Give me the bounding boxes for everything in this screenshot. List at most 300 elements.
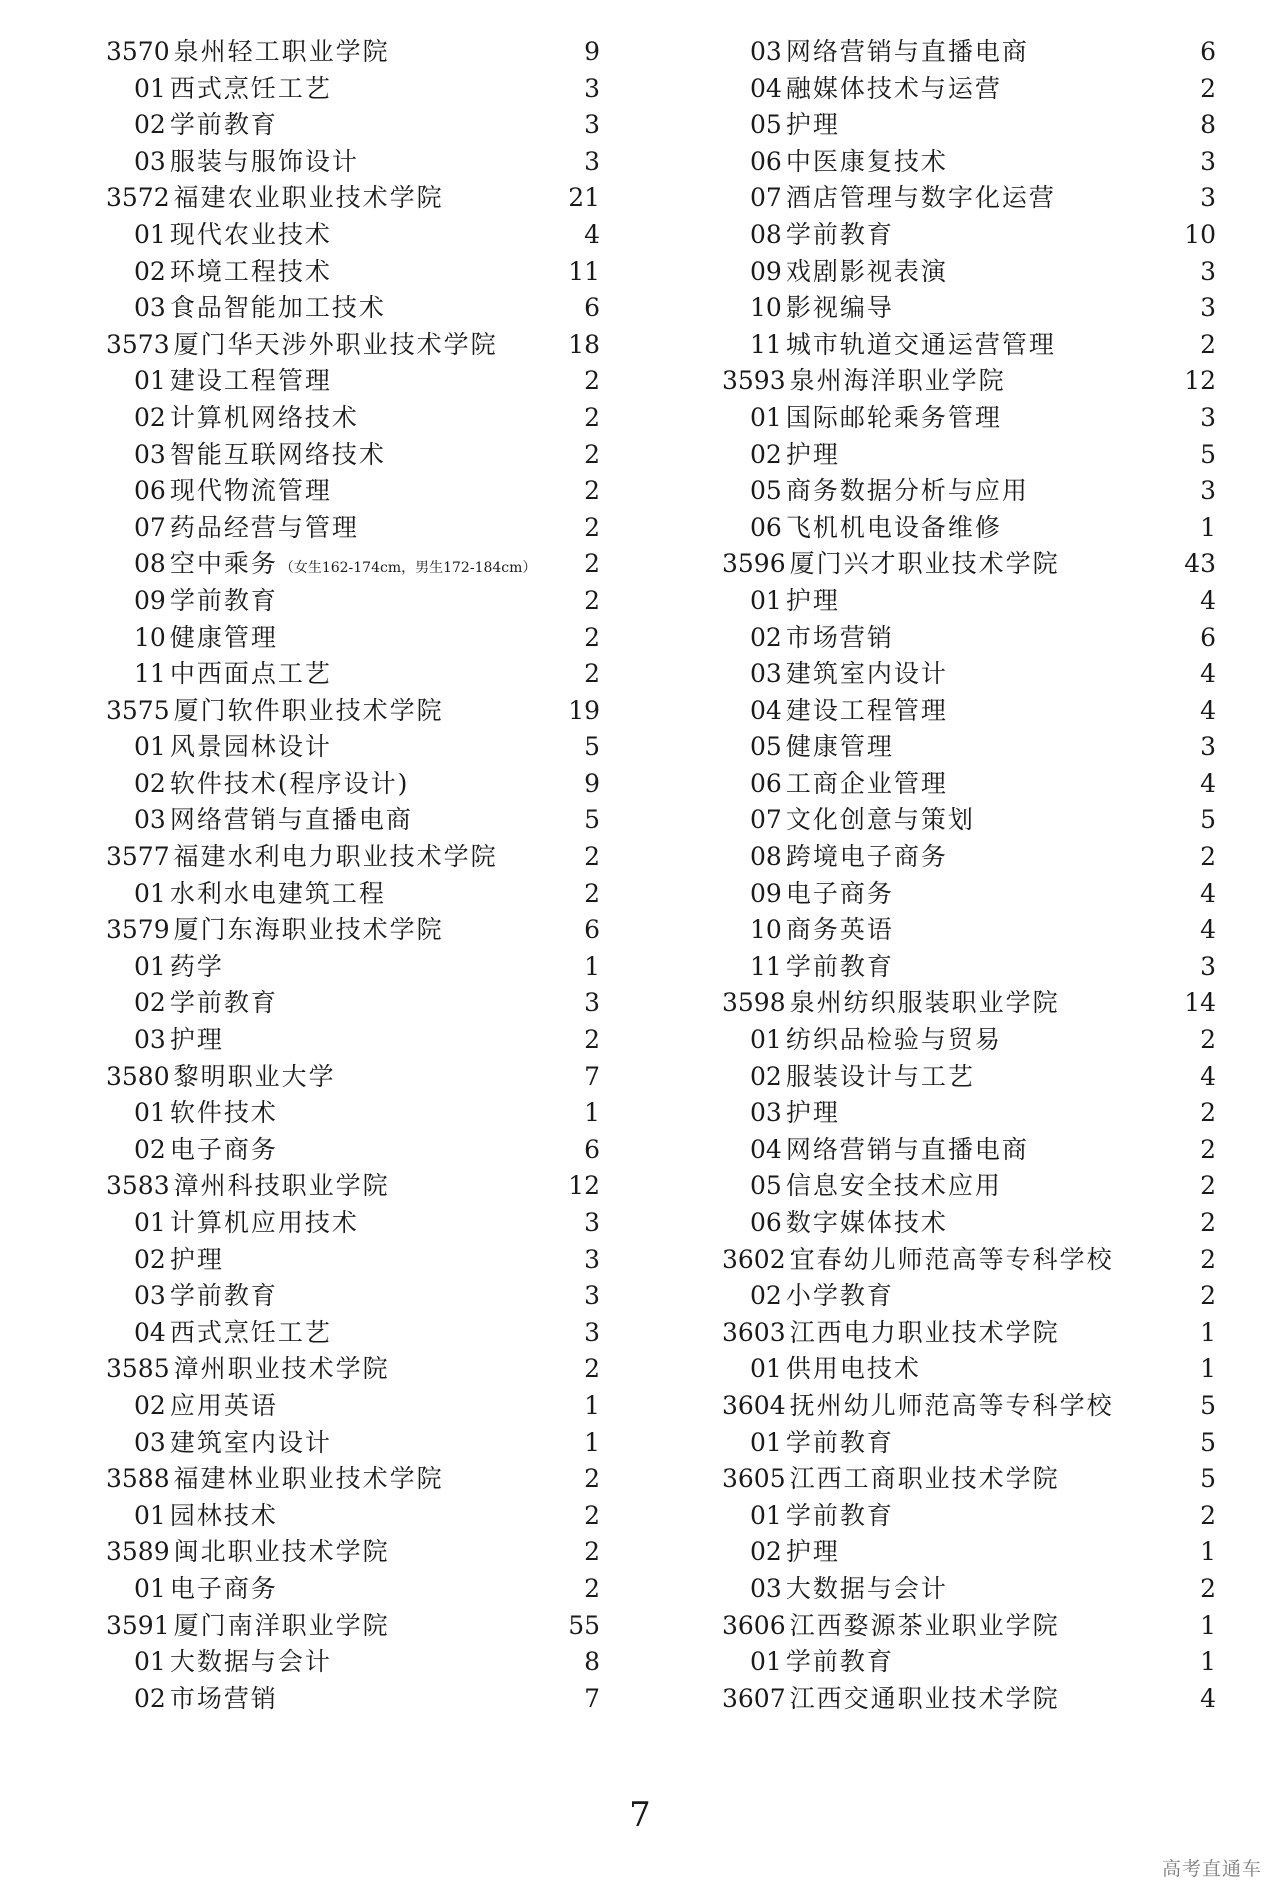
major-name: 现代物流管理: [169, 476, 332, 506]
major-row: [106, 290, 600, 327]
enrollment-count: 1: [1200, 1537, 1216, 1567]
enrollment-count: 6: [584, 915, 600, 945]
enrollment-count: 1: [584, 1098, 600, 1128]
enrollment-count: 12: [568, 1171, 600, 1201]
major-code: 05: [750, 1171, 782, 1201]
major-name: 小学教育: [785, 1281, 894, 1311]
school-name: 厦门软件职业技术学院: [173, 695, 444, 725]
major-row: [722, 766, 1216, 803]
major-name: 中医康复技术: [785, 146, 948, 176]
school-row: [106, 180, 600, 217]
major-name: 融媒体技术与运营: [785, 73, 1002, 103]
major-row: [106, 949, 600, 986]
major-code: 01: [134, 1647, 166, 1677]
major-row: [106, 802, 600, 839]
school-row: [106, 1461, 600, 1498]
major-row: [106, 363, 600, 400]
enrollment-count: 7: [584, 1061, 600, 1091]
school-code: 3602: [722, 1244, 786, 1274]
enrollment-count: 3: [1200, 183, 1216, 213]
major-code: 01: [134, 878, 166, 908]
major-row: [722, 729, 1216, 766]
enrollment-count: 3: [1200, 476, 1216, 506]
major-code: 03: [134, 439, 166, 469]
enrollment-count: 1: [584, 951, 600, 981]
major-name: 健康管理: [169, 622, 278, 652]
major-name: 商务数据分析与应用: [785, 476, 1029, 506]
enrollment-count: 1: [1200, 1317, 1216, 1347]
enrollment-count: 3: [584, 146, 600, 176]
major-name: 计算机网络技术: [169, 402, 359, 432]
major-row: [106, 473, 600, 510]
enrollment-count: 2: [584, 659, 600, 689]
major-name: 护理: [169, 1244, 224, 1274]
major-code: 02: [134, 1390, 166, 1420]
major-code: 06: [750, 512, 782, 542]
major-code: 03: [134, 293, 166, 323]
major-code: 01: [750, 1025, 782, 1055]
enrollment-count: 2: [1200, 1208, 1216, 1237]
major-row: [722, 1278, 1216, 1315]
major-row: [722, 949, 1216, 986]
enrollment-count: 1: [1200, 1610, 1216, 1640]
enrollment-count: 3: [1200, 256, 1216, 286]
major-row: [106, 71, 600, 108]
enrollment-count: 18: [568, 329, 600, 359]
major-row: [106, 1315, 600, 1352]
major-row: [722, 912, 1216, 949]
right-column: [722, 34, 1216, 1717]
major-row: [722, 1498, 1216, 1535]
school-name: 福建农业职业技术学院: [173, 183, 444, 213]
major-row: [106, 254, 600, 291]
major-name: 护理: [785, 585, 840, 615]
major-name: 电子商务: [785, 878, 894, 908]
enrollment-count: 2: [584, 549, 600, 579]
school-code: 3607: [722, 1683, 786, 1713]
major-row: [722, 1644, 1216, 1681]
school-name: 福建林业职业技术学院: [173, 1464, 444, 1494]
major-name: 建设工程管理: [785, 695, 948, 725]
school-code: 3570: [106, 37, 170, 66]
major-row: [106, 1022, 600, 1059]
school-name: 抚州幼儿师范高等专科学校: [789, 1390, 1114, 1420]
enrollment-count: 8: [1200, 110, 1216, 140]
major-code: 04: [750, 1134, 782, 1164]
major-code: 01: [750, 585, 782, 615]
enrollment-count: 3: [1200, 951, 1216, 981]
enrollment-count: 14: [1184, 988, 1216, 1018]
enrollment-count: 1: [584, 1390, 600, 1420]
major-name: 飞机机电设备维修: [785, 512, 1002, 542]
major-code: 02: [134, 1244, 166, 1274]
school-name: 江西婺源茶业职业学院: [789, 1610, 1060, 1640]
major-row: [722, 217, 1216, 254]
major-code: 08: [750, 219, 782, 249]
major-row: [722, 1571, 1216, 1608]
major-row: [722, 1022, 1216, 1059]
major-code: 03: [134, 1025, 166, 1055]
enrollment-count: 2: [1200, 1281, 1216, 1311]
enrollment-count: 2: [584, 476, 600, 506]
school-name: 厦门兴才职业技术学院: [789, 549, 1060, 579]
major-code: 03: [134, 146, 166, 176]
major-name: 软件技术(程序设计): [169, 768, 410, 798]
major-name: 纺织品检验与贸易: [785, 1025, 1002, 1055]
major-name: 城市轨道交通运营管理: [785, 329, 1056, 359]
school-row: [106, 1351, 600, 1388]
major-code: 03: [134, 1281, 166, 1311]
school-code: 3585: [106, 1354, 170, 1384]
major-code: 01: [134, 732, 166, 762]
enrollment-count: 4: [584, 219, 600, 249]
school-code: 3598: [722, 988, 786, 1018]
major-code: 08: [134, 549, 166, 579]
enrollment-count: 2: [1200, 1244, 1216, 1274]
enrollment-count: 1: [1200, 1354, 1216, 1384]
enrollment-count: 5: [1200, 1464, 1216, 1494]
major-row: [106, 985, 600, 1022]
major-name: 健康管理: [785, 732, 894, 762]
enrollment-count: 4: [1200, 659, 1216, 689]
major-code: 02: [134, 768, 166, 798]
major-name: 网络营销与直播电商: [169, 805, 413, 835]
major-row: [722, 400, 1216, 437]
major-code: 01: [134, 1500, 166, 1530]
enrollment-count: 4: [1200, 585, 1216, 615]
enrollment-count: 8: [584, 1647, 600, 1677]
enrollment-count: 2: [1200, 1134, 1216, 1164]
major-code: 05: [750, 110, 782, 140]
major-name: 建筑室内设计: [169, 1427, 332, 1457]
enrollment-count: 4: [1200, 695, 1216, 725]
major-row: [106, 217, 600, 254]
major-name: 国际邮轮乘务管理: [785, 402, 1002, 432]
enrollment-count: 5: [1200, 1390, 1216, 1420]
major-row: [106, 729, 600, 766]
school-name: 漳州职业技术学院: [173, 1354, 390, 1384]
major-name: 网络营销与直播电商: [785, 37, 1029, 66]
major-row: [106, 583, 600, 620]
enrollment-count: 2: [584, 1464, 600, 1494]
major-name: 护理: [785, 439, 840, 469]
school-row: [722, 1388, 1216, 1425]
school-row: [106, 1608, 600, 1645]
major-row: [722, 327, 1216, 364]
school-name: 江西工商职业技术学院: [789, 1464, 1060, 1494]
enrollment-count: 3: [1200, 146, 1216, 176]
major-name: 食品智能加工技术: [169, 293, 386, 323]
enrollment-count: 3: [1200, 293, 1216, 323]
enrollment-count: 2: [1200, 73, 1216, 103]
school-row: [722, 1315, 1216, 1352]
major-code: 01: [750, 1427, 782, 1457]
enrollment-count: 3: [584, 110, 600, 140]
major-name: 市场营销: [785, 622, 894, 652]
enrollment-count: 2: [584, 585, 600, 615]
major-code: 02: [750, 1061, 782, 1091]
major-row: [106, 1205, 600, 1242]
major-row: [106, 546, 600, 583]
enrollment-count: 2: [1200, 1025, 1216, 1055]
major-row: [722, 1425, 1216, 1462]
major-row: [106, 1498, 600, 1535]
major-name: 应用英语: [169, 1390, 278, 1420]
school-code: 3605: [722, 1464, 786, 1494]
school-code: 3604: [722, 1390, 786, 1420]
major-row: [106, 144, 600, 181]
major-code: 06: [750, 146, 782, 176]
enrollment-count: 1: [1200, 512, 1216, 542]
major-code: 04: [750, 73, 782, 103]
enrollment-count: 2: [1200, 1098, 1216, 1128]
enrollment-count: 2: [584, 1354, 600, 1384]
major-row: [722, 1205, 1216, 1242]
school-name: 黎明职业大学: [173, 1061, 336, 1091]
major-code: 01: [750, 1500, 782, 1530]
major-row: [722, 656, 1216, 693]
major-name: 网络营销与直播电商: [785, 1134, 1029, 1164]
school-row: [722, 1461, 1216, 1498]
school-code: 3583: [106, 1171, 170, 1201]
major-row: [106, 1425, 600, 1462]
enrollment-count: 3: [584, 73, 600, 103]
school-name: 福建水利电力职业技术学院: [173, 842, 498, 872]
enrollment-count: 2: [584, 439, 600, 469]
major-code: 03: [750, 37, 782, 66]
major-code: 07: [750, 183, 782, 213]
school-row: [722, 363, 1216, 400]
school-code: 3596: [722, 549, 786, 579]
enrollment-count: 2: [584, 1573, 600, 1603]
major-name: 影视编导: [785, 293, 894, 323]
major-name: 服装设计与工艺: [785, 1061, 975, 1091]
major-name: 学前教育: [785, 1647, 894, 1677]
major-row: [722, 437, 1216, 474]
major-row: [722, 144, 1216, 181]
enrollment-count: 5: [1200, 439, 1216, 469]
enrollment-count: 55: [568, 1610, 600, 1640]
school-code: 3591: [106, 1610, 170, 1640]
major-row: [722, 583, 1216, 620]
major-name: 空中乘务: [169, 549, 278, 579]
school-row: [106, 1168, 600, 1205]
school-name: 泉州纺织服装职业学院: [789, 988, 1060, 1018]
major-code: 06: [134, 476, 166, 506]
major-name: 园林技术: [169, 1500, 278, 1530]
enrollment-count: 6: [584, 1134, 600, 1164]
major-name: 工商企业管理: [785, 768, 948, 798]
enrollment-count: 3: [584, 988, 600, 1018]
school-code: 3606: [722, 1610, 786, 1640]
enrollment-count: 1: [1200, 1647, 1216, 1677]
major-row: [106, 876, 600, 913]
major-code: 02: [134, 110, 166, 140]
major-name: 护理: [169, 1025, 224, 1055]
major-name: 药品经营与管理: [169, 512, 359, 542]
major-row: [722, 1351, 1216, 1388]
major-row: [722, 180, 1216, 217]
major-name: 环境工程技术: [169, 256, 332, 286]
major-row: [106, 766, 600, 803]
school-name: 江西电力职业技术学院: [789, 1317, 1060, 1347]
school-row: [722, 985, 1216, 1022]
major-row: [722, 1534, 1216, 1571]
school-code: 3603: [722, 1317, 786, 1347]
major-name: 市场营销: [169, 1683, 278, 1713]
enrollment-count: 10: [1184, 219, 1216, 249]
major-row: [722, 1132, 1216, 1169]
school-row: [722, 546, 1216, 583]
major-name: 建设工程管理: [169, 366, 332, 396]
enrollment-count: 9: [584, 768, 600, 798]
major-code: 01: [134, 951, 166, 981]
major-row: [722, 839, 1216, 876]
school-code: 3580: [106, 1061, 170, 1091]
major-name: 服装与服饰设计: [169, 146, 359, 176]
enrollment-count: 2: [1200, 1573, 1216, 1603]
major-name: 西式烹饪工艺: [169, 73, 332, 103]
major-name: 计算机应用技术: [169, 1208, 359, 1237]
major-row: [722, 107, 1216, 144]
major-name: 大数据与会计: [169, 1647, 332, 1677]
major-row: [722, 254, 1216, 291]
major-code: 04: [750, 695, 782, 725]
major-name: 中西面点工艺: [169, 659, 332, 689]
enrollment-count: 2: [584, 622, 600, 652]
major-code: 10: [750, 915, 782, 945]
enrollment-count: 3: [584, 1244, 600, 1274]
school-name: 厦门南洋职业学院: [173, 1610, 390, 1640]
major-code: 02: [750, 1281, 782, 1311]
major-name: 建筑室内设计: [785, 659, 948, 689]
school-row: [106, 1534, 600, 1571]
enrollment-count: 4: [1200, 1061, 1216, 1091]
major-name: 学前教育: [785, 951, 894, 981]
major-name: 商务英语: [785, 915, 894, 945]
major-code: 06: [750, 768, 782, 798]
major-name: 跨境电子商务: [785, 842, 948, 872]
school-name: 江西交通职业技术学院: [789, 1683, 1060, 1713]
major-row: [106, 1242, 600, 1279]
enrollment-count: 2: [1200, 842, 1216, 872]
enrollment-count: 2: [1200, 329, 1216, 359]
major-name: 护理: [785, 1537, 840, 1567]
enrollment-count: 4: [1200, 768, 1216, 798]
major-name: 软件技术: [169, 1098, 278, 1128]
major-name: 学前教育: [169, 585, 278, 615]
school-row: [106, 1059, 600, 1096]
school-code: 3588: [106, 1464, 170, 1494]
major-code: 03: [750, 659, 782, 689]
major-row: [722, 876, 1216, 913]
major-row: [106, 1278, 600, 1315]
major-row: [106, 620, 600, 657]
major-code: 07: [134, 512, 166, 542]
enrollment-count: 6: [1200, 622, 1216, 652]
major-name: 供用电技术: [785, 1354, 921, 1384]
major-name: 药学: [169, 951, 224, 981]
major-code: 11: [750, 951, 782, 981]
enrollment-count: 3: [1200, 402, 1216, 432]
enrollment-count: 5: [584, 805, 600, 835]
major-code: 02: [750, 622, 782, 652]
enrollment-count: 6: [584, 293, 600, 323]
major-row: [722, 473, 1216, 510]
major-code: 08: [750, 842, 782, 872]
left-column: [106, 34, 600, 1717]
major-row: [106, 1571, 600, 1608]
major-name: 风景园林设计: [169, 732, 332, 762]
enrollment-count: 2: [584, 1500, 600, 1530]
major-row: [722, 802, 1216, 839]
major-name: 酒店管理与数字化运营: [785, 183, 1056, 213]
enrollment-count: 6: [1200, 37, 1216, 66]
major-row: [722, 290, 1216, 327]
major-name: 信息安全技术应用: [785, 1171, 1002, 1201]
school-row: [722, 1242, 1216, 1279]
school-row: [106, 327, 600, 364]
enrollment-count: 1: [584, 1427, 600, 1457]
page-number: 7: [629, 1795, 651, 1835]
enrollment-count: 2: [1200, 1171, 1216, 1201]
major-code: 09: [750, 256, 782, 286]
school-code: 3589: [106, 1537, 170, 1567]
major-name: 水利水电建筑工程: [169, 878, 386, 908]
major-row: [106, 400, 600, 437]
major-name: 学前教育: [169, 988, 278, 1018]
major-row: [106, 1095, 600, 1132]
major-row: [106, 437, 600, 474]
major-code: 07: [750, 805, 782, 835]
major-name: 学前教育: [169, 110, 278, 140]
school-name: 厦门华天涉外职业技术学院: [173, 329, 498, 359]
enrollment-count: 5: [584, 732, 600, 762]
major-code: 02: [134, 256, 166, 286]
enrollment-count: 3: [584, 1208, 600, 1237]
major-code: 10: [134, 622, 166, 652]
major-name: 电子商务: [169, 1573, 278, 1603]
major-name: 学前教育: [785, 219, 894, 249]
school-row: [106, 839, 600, 876]
major-code: 01: [134, 1208, 166, 1237]
school-code: 3593: [722, 366, 786, 396]
major-code: 02: [134, 402, 166, 432]
school-name: 泉州海洋职业学院: [789, 366, 1006, 396]
major-name: 文化创意与策划: [785, 805, 975, 835]
major-code: 01: [750, 402, 782, 432]
enrollment-count: 2: [584, 366, 600, 396]
major-code: 01: [134, 1573, 166, 1603]
major-code: 01: [134, 219, 166, 249]
major-row: [106, 656, 600, 693]
enrollment-count: 3: [584, 1317, 600, 1347]
major-name: 学前教育: [169, 1281, 278, 1311]
enrollment-count: 4: [1200, 1683, 1216, 1713]
major-code: 05: [750, 476, 782, 506]
major-code: 06: [750, 1208, 782, 1237]
enrollment-count: 2: [584, 512, 600, 542]
school-row: [722, 1608, 1216, 1645]
major-row: [106, 107, 600, 144]
major-code: 03: [750, 1098, 782, 1128]
enrollment-count: 21: [568, 183, 600, 213]
school-name: 闽北职业技术学院: [173, 1537, 390, 1567]
major-code: 01: [134, 366, 166, 396]
major-name: 大数据与会计: [785, 1573, 948, 1603]
major-name: 西式烹饪工艺: [169, 1317, 332, 1347]
major-row: [106, 1388, 600, 1425]
